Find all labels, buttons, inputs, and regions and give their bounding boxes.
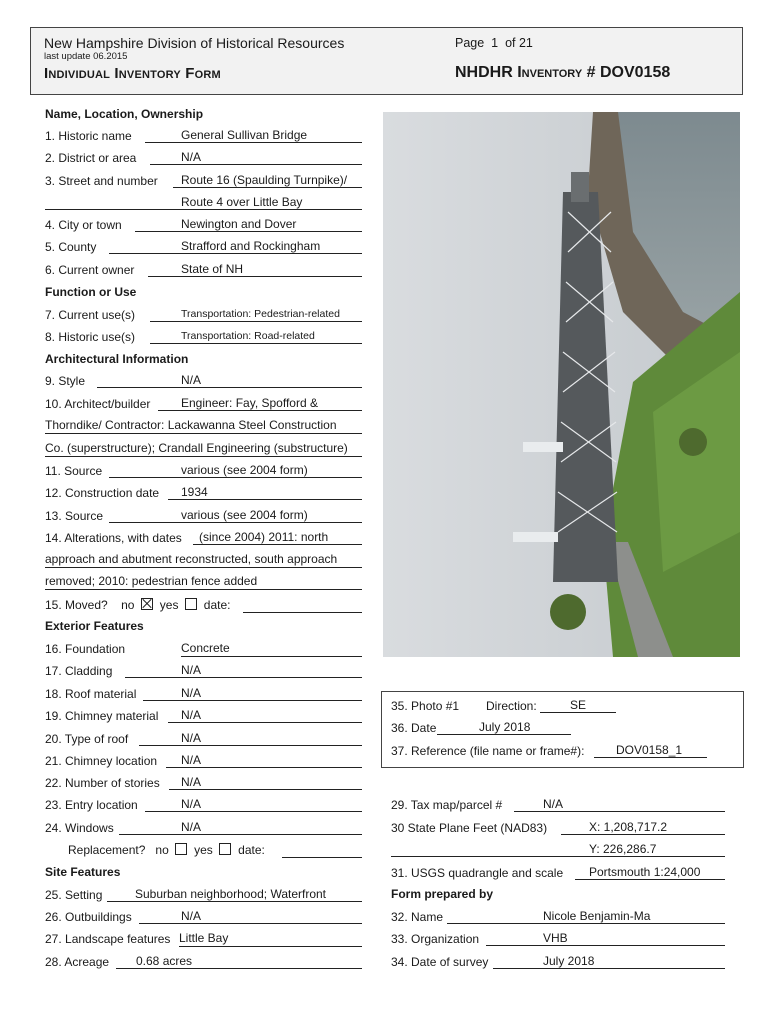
style-field[interactable]: N/A	[97, 373, 362, 388]
inventory-value: DOV0158	[599, 64, 671, 81]
field-21-label: 21. Chimney location	[45, 754, 158, 768]
alterations-field-line3[interactable]: removed; 2010: pedestrian fence added	[45, 574, 362, 590]
section-architectural: Architectural Information	[45, 352, 189, 366]
roof-material-field[interactable]: N/A	[143, 686, 362, 701]
moved-yes-checkbox[interactable]	[185, 598, 197, 610]
field-31-label: 31. USGS quadrangle and scale	[391, 866, 564, 880]
replacement-row	[68, 842, 265, 858]
section-name-location: Name, Location, Ownership	[45, 107, 204, 121]
preparer-name-field[interactable]: Nicole Benjamin-Ma	[447, 909, 725, 924]
street-field-line2[interactable]: Route 4 over Little Bay	[45, 195, 362, 210]
field-27-label: 27. Landscape features	[45, 932, 171, 946]
moved-no-checkbox[interactable]	[141, 598, 153, 610]
field-30-label: 30 State Plane Feet (NAD83)	[391, 821, 548, 835]
owner-field[interactable]: State of NH	[148, 262, 362, 277]
moved-no-label: no	[121, 598, 135, 612]
field-28-label: 28. Acreage	[45, 955, 110, 969]
survey-date-field[interactable]: July 2018	[493, 954, 725, 969]
alterations-field-line2[interactable]: approach and abutment reconstructed, south approach	[45, 552, 362, 568]
architect-field-line2[interactable]: Thorndike/ Contractor: Lackawanna Steel Construction	[45, 418, 362, 434]
alterations-field[interactable]: (since 2004) 2011: north	[193, 530, 362, 545]
photo-direction-label: Direction:	[486, 699, 537, 713]
field-17-label: 17. Cladding	[45, 664, 113, 678]
replacement-no-label: no	[155, 843, 169, 857]
field-32-label: 32. Name	[391, 910, 444, 924]
field-22-label: 22. Number of stories	[45, 776, 160, 790]
page-of: of 21	[505, 36, 533, 50]
replacement-label: Replacement?	[68, 843, 146, 857]
landscape-field[interactable]: Little Bay	[179, 931, 362, 947]
section-function: Function or Use	[45, 285, 137, 299]
section-exterior: Exterior Features	[45, 619, 144, 633]
field-5-label: 5. County	[45, 240, 97, 254]
architect-field[interactable]: Engineer: Fay, Spofford &	[158, 396, 362, 411]
chimney-location-field[interactable]: N/A	[166, 753, 362, 768]
photo-reference-field[interactable]: DOV0158_1	[594, 743, 707, 758]
bridge-photo-image	[383, 112, 740, 657]
moved-row	[45, 597, 231, 613]
field-2-label: 2. District or area	[45, 151, 137, 165]
street-field[interactable]: Route 16 (Spaulding Turnpike)/	[173, 173, 362, 188]
field-16-label: 16. Foundation	[45, 642, 126, 656]
replacement-yes-label: yes	[194, 843, 213, 857]
replacement-no-checkbox[interactable]	[175, 843, 187, 855]
county-field[interactable]: Strafford and Rockingham	[109, 239, 362, 254]
field-19-label: 19. Chimney material	[45, 709, 159, 723]
state-plane-x-field[interactable]: X: 1,208,717.2	[561, 820, 725, 835]
current-use-field[interactable]: Transportation: Pedestrian-related	[150, 307, 362, 322]
field-23-label: 23. Entry location	[45, 798, 138, 812]
chimney-material-field[interactable]: N/A	[168, 708, 362, 723]
page-label: Page	[455, 36, 485, 50]
field-25-label: 25. Setting	[45, 888, 103, 902]
section-site: Site Features	[45, 865, 121, 879]
field-4-label: 4. City or town	[45, 218, 122, 232]
page-indicator	[455, 36, 533, 50]
historic-name-field[interactable]: General Sullivan Bridge	[145, 128, 362, 143]
field-13-label: 13. Source	[45, 509, 104, 523]
field-3-label: 3. Street and number	[45, 174, 158, 188]
field-36-label: 36. Date	[391, 721, 437, 735]
state-plane-y-field[interactable]: Y: 226,286.7	[391, 842, 725, 857]
field-35-label: 35. Photo #1	[391, 699, 460, 713]
source-field-2[interactable]: various (see 2004 form)	[109, 508, 362, 523]
inventory-label: NHDHR Inventory #	[455, 64, 596, 81]
field-37-label: 37. Reference (file name or frame#):	[391, 744, 585, 758]
foundation-field[interactable]: Concrete	[181, 641, 362, 657]
construction-date-field[interactable]: 1934	[168, 485, 362, 500]
moved-date-label: date:	[203, 598, 231, 612]
field-14-label: 14. Alterations, with dates	[45, 531, 182, 545]
photo-date-field[interactable]: July 2018	[437, 720, 571, 735]
last-update: last update 06.2015	[44, 51, 128, 62]
field-34-label: 34. Date of survey	[391, 955, 489, 969]
setting-field[interactable]: Suburban neighborhood; Waterfront	[107, 887, 362, 902]
inventory-number	[455, 64, 670, 82]
field-10-label: 10. Architect/builder	[45, 397, 151, 411]
field-15-label: 15. Moved?	[45, 598, 108, 612]
field-20-label: 20. Type of roof	[45, 732, 129, 746]
field-9-label: 9. Style	[45, 374, 86, 388]
source-field-1[interactable]: various (see 2004 form)	[109, 463, 362, 478]
organization-field[interactable]: VHB	[486, 931, 725, 946]
moved-yes-label: yes	[159, 598, 179, 612]
field-7-label: 7. Current use(s)	[45, 308, 136, 322]
historic-use-field[interactable]: Transportation: Road-related	[150, 329, 362, 344]
field-26-label: 26. Outbuildings	[45, 910, 132, 924]
form-name: Individual Inventory Form	[44, 65, 221, 82]
field-8-label: 8. Historic use(s)	[45, 330, 136, 344]
replacement-date-field[interactable]	[282, 842, 362, 858]
form-header	[30, 27, 743, 95]
section-prepared-by: Form prepared by	[391, 887, 494, 901]
bridge-photo	[383, 112, 740, 657]
field-24-label: 24. Windows	[45, 821, 114, 835]
agency-title: New Hampshire Division of Historical Resources	[44, 35, 345, 51]
field-18-label: 18. Roof material	[45, 687, 137, 701]
cladding-field[interactable]: N/A	[125, 663, 362, 678]
city-field[interactable]: Newington and Dover	[135, 217, 362, 232]
field-1-label: 1. Historic name	[45, 129, 132, 143]
outbuildings-field[interactable]: N/A	[139, 909, 362, 924]
field-11-label: 11. Source	[45, 464, 103, 478]
architect-field-line3[interactable]: Co. (superstructure); Crandall Engineering (substructure)	[45, 441, 362, 457]
field-12-label: 12. Construction date	[45, 486, 160, 500]
field-6-label: 6. Current owner	[45, 263, 135, 277]
stories-field[interactable]: N/A	[169, 775, 362, 790]
moved-date-field[interactable]	[243, 597, 362, 613]
page-number: 1	[491, 36, 499, 50]
photo-direction-field[interactable]: SE	[540, 698, 616, 713]
windows-field[interactable]: N/A	[119, 820, 362, 835]
replacement-date-label: date:	[238, 843, 265, 857]
usgs-field[interactable]: Portsmouth 1:24,000	[575, 865, 725, 880]
entry-location-field[interactable]: N/A	[145, 797, 362, 812]
field-29-label: 29. Tax map/parcel #	[391, 798, 503, 812]
replacement-yes-checkbox[interactable]	[219, 843, 231, 855]
tax-map-field[interactable]: N/A	[514, 797, 725, 812]
district-field[interactable]: N/A	[150, 150, 362, 165]
roof-type-field[interactable]: N/A	[139, 731, 362, 746]
field-33-label: 33. Organization	[391, 932, 480, 946]
acreage-field[interactable]: 0.68 acres	[116, 954, 362, 969]
